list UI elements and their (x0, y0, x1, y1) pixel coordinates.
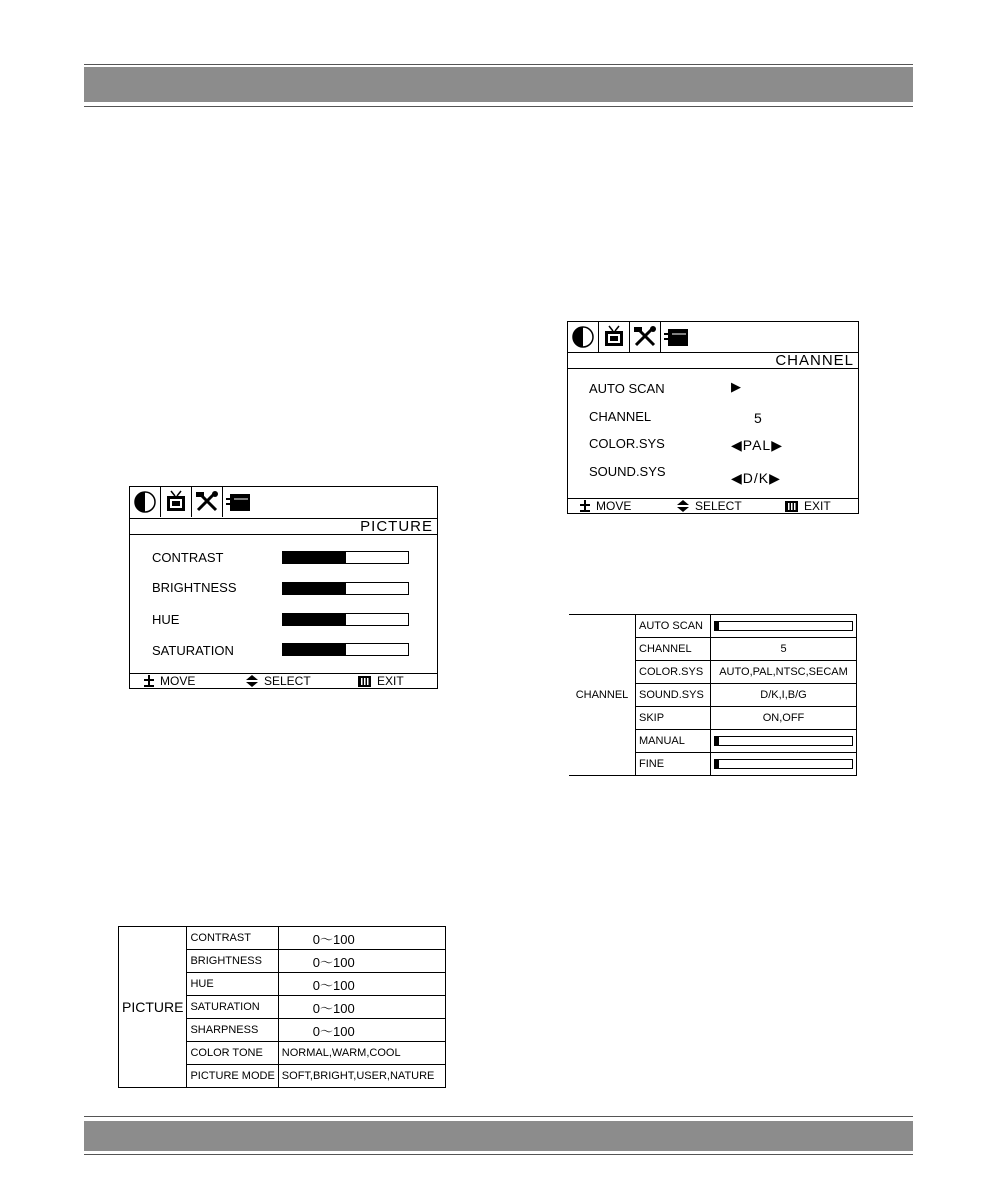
table-value: 0～100 (278, 996, 445, 1019)
setup-icon[interactable] (222, 487, 253, 517)
table-item: CONTRAST (187, 927, 278, 950)
picture-osd-menu (129, 486, 438, 689)
footer-band (84, 1121, 913, 1151)
table-value: 0～100 (278, 973, 445, 996)
manual-bar (714, 736, 853, 746)
tv-icon[interactable] (598, 322, 629, 352)
table-item: BRIGHTNESS (187, 950, 278, 973)
slider-fill (283, 583, 346, 594)
slider-fill (283, 614, 346, 625)
tools-icon[interactable] (191, 487, 222, 517)
auto-scan-arrow[interactable]: ▶ (731, 379, 741, 394)
tv-icon[interactable] (160, 487, 191, 517)
up-down-icon (246, 675, 258, 687)
table-item: HUE (187, 973, 278, 996)
header-rule-bottom (84, 106, 913, 107)
table-item: SKIP (636, 707, 711, 730)
table-item: AUTO SCAN (636, 615, 711, 638)
table-value: 5 (711, 638, 857, 661)
slider-fill (283, 644, 346, 655)
contrast-slider[interactable] (282, 551, 409, 564)
fine-bar-cell (711, 753, 857, 776)
saturation-slider[interactable] (282, 643, 409, 656)
osd-icon-row (568, 322, 691, 352)
hue-slider[interactable] (282, 613, 409, 626)
table-value: 0～100 (278, 950, 445, 973)
setup-icon[interactable] (660, 322, 691, 352)
table-value: AUTO,PAL,NTSC,SECAM (711, 661, 857, 684)
menu-icon (358, 676, 371, 687)
select-hint: SELECT (677, 499, 742, 513)
channel-spec-table (569, 614, 857, 776)
channel-number[interactable]: 5 (754, 410, 762, 426)
picture-icon[interactable] (568, 322, 598, 352)
sound-sys-selector[interactable]: ◀D/K▶ (731, 470, 781, 486)
table-item: PICTURE MODE (187, 1065, 278, 1088)
footer-rule-top (84, 1116, 913, 1117)
select-hint: SELECT (246, 674, 311, 688)
move-hint: MOVE (144, 674, 195, 688)
fine-bar (714, 759, 853, 769)
table-item: MANUAL (636, 730, 711, 753)
osd-label-saturation: SATURATION (152, 643, 234, 658)
table-value: NORMAL,WARM,COOL (278, 1042, 445, 1065)
slider-fill (283, 552, 346, 563)
table-item: SOUND.SYS (636, 684, 711, 707)
osd-label-contrast: CONTRAST (152, 550, 224, 565)
table-item: SHARPNESS (187, 1019, 278, 1042)
osd-label-color-sys: COLOR.SYS (589, 436, 665, 451)
table-item: COLOR TONE (187, 1042, 278, 1065)
up-down-icon (677, 500, 689, 512)
osd-label-auto-scan: AUTO SCAN (589, 381, 665, 396)
move-icon (144, 675, 154, 687)
table-item: SATURATION (187, 996, 278, 1019)
osd-icon-row (130, 487, 253, 517)
table-item: FINE (636, 753, 711, 776)
picture-icon[interactable] (130, 487, 160, 517)
table-value: 0～100 (278, 927, 445, 950)
picture-osd-title: PICTURE (130, 518, 437, 535)
table-value: 0～100 (278, 1019, 445, 1042)
osd-label-channel: CHANNEL (589, 409, 652, 424)
auto-scan-bar-cell (711, 615, 857, 638)
auto-scan-bar (714, 621, 853, 631)
manual-bar-cell (711, 730, 857, 753)
osd-footer (130, 673, 437, 688)
header-band (84, 67, 913, 102)
exit-hint: EXIT (785, 499, 831, 513)
footer-rule-bottom (84, 1154, 913, 1155)
header-rule-top (84, 64, 913, 65)
table-value: D/K,I,B/G (711, 684, 857, 707)
table-item: CHANNEL (636, 638, 711, 661)
osd-label-sound-sys: SOUND.SYS (589, 464, 666, 479)
table-value: ON,OFF (711, 707, 857, 730)
table-value: SOFT,BRIGHT,USER,NATURE (278, 1065, 445, 1088)
osd-footer (568, 498, 858, 513)
table-item: COLOR.SYS (636, 661, 711, 684)
channel-osd-menu (567, 321, 859, 514)
osd-label-hue: HUE (152, 612, 180, 627)
channel-group-cell: CHANNEL (569, 615, 636, 776)
tools-icon[interactable] (629, 322, 660, 352)
osd-label-brightness: BRIGHTNESS (152, 580, 237, 595)
channel-osd-title: CHANNEL (568, 352, 858, 369)
color-sys-selector[interactable]: ◀PAL▶ (731, 437, 783, 453)
move-hint: MOVE (580, 499, 631, 513)
menu-icon (785, 501, 798, 512)
move-icon (580, 500, 590, 512)
picture-group-cell: PICTURE (119, 927, 187, 1088)
exit-hint: EXIT (358, 674, 404, 688)
brightness-slider[interactable] (282, 582, 409, 595)
picture-spec-table (118, 926, 446, 1088)
